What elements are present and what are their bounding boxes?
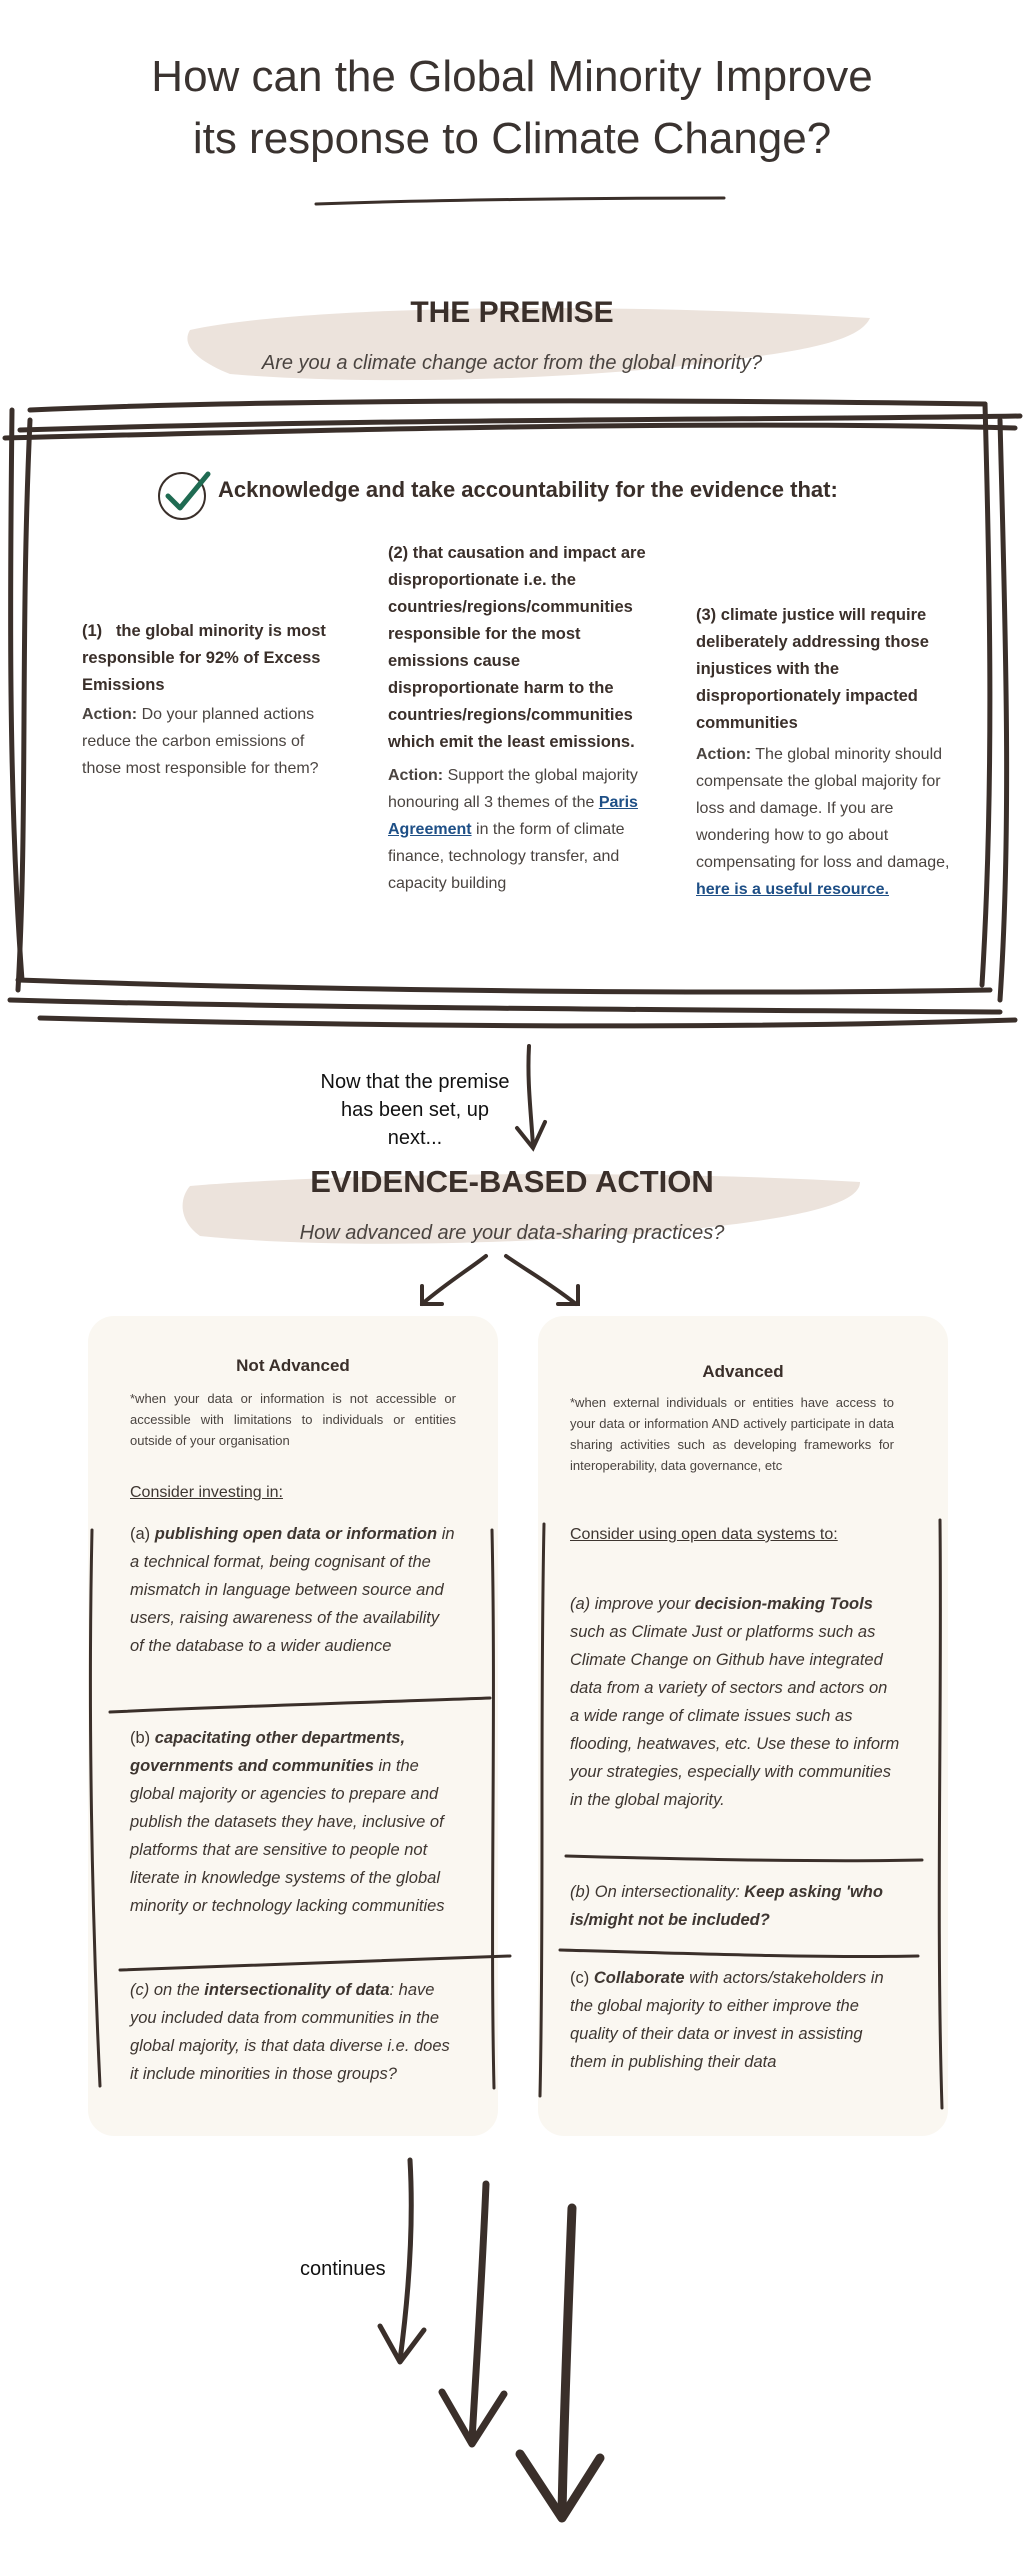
not-advanced-item-b: (b) capacitating other departments, governments and communities in the global majority or agencies to prepare and publish the datasets they have, inclusive of platforms that are sensitive to people not literate in knowledge systems of the global minority or technology lacking communities xyxy=(130,1729,445,1915)
premise-question: Are you a climate change actor from the global minority? xyxy=(261,352,763,374)
advanced-item-a: (a) improve your decision-making Tools such as Climate Just or platforms such as Climate Change on Github have integrated data from a variety of sectors and actors on a wide range of climate issues such as flooding, heatwaves, etc. Use these to inform your strategies, especially with communities in the global majority. xyxy=(570,1595,900,1809)
down-arrow-icon xyxy=(505,1042,565,1154)
accountability-heading: Acknowledge and take accountability for the evidence that: xyxy=(218,477,838,502)
split-arrows-icon xyxy=(408,1250,594,1310)
not-advanced-note: *when your data or information is not accessible or accessible with limitations to individuals or entities outside of your organisation xyxy=(130,1391,456,1448)
evidence-heading: EVIDENCE-BASED ACTION xyxy=(310,1164,714,1199)
premise-column-2: (2) that causation and impact are disproportionate i.e. the countries/regions/communities responsible for the most emissions cause disproportionate harm to the countries/regions/communities which emit the least emissions. Action: Support the global majority honouring all 3 themes of the Paris Agreement in the form of climate finance, technology transfer, and capacity building xyxy=(388,544,646,892)
evidence-question: How advanced are your data-sharing practices? xyxy=(299,1222,725,1244)
transition-text: Now that the premise has been set, up next... xyxy=(320,1071,510,1149)
check-icon xyxy=(156,466,214,524)
not-advanced-item-c: (c) on the intersectionality of data: have you included data from communities in the global majority, is that data diverse i.e. does it include minorities in those groups? xyxy=(130,1981,450,2083)
not-advanced-item-a: (a) publishing open data or information in a technical format, being cognisant of the mismatch in language between source and users, raising awareness of the availability of the database to a wider audience xyxy=(130,1525,455,1655)
advanced-title: Advanced xyxy=(702,1362,784,1381)
continues-label: continues xyxy=(300,2258,386,2280)
advanced-scribbles xyxy=(530,1516,970,2116)
advanced-consider: Consider using open data systems to: xyxy=(570,1526,838,1543)
advanced-item-b: (b) On intersectionality: Keep asking 'who is/might not be included? xyxy=(570,1883,883,1929)
paris-agreement-link[interactable]: Paris Agreement xyxy=(388,794,638,838)
advanced-note: *when external individuals or entities have access to your data or information AND actively participate in data sharing activities such as developing frameworks for interoperability, data governance, etc xyxy=(570,1395,894,1473)
not-advanced-consider: Consider investing in: xyxy=(130,1484,283,1501)
premise-heading: THE PREMISE xyxy=(410,296,614,329)
premise-column-3: (3) climate justice will require deliberately addressing those injustices with the disproportionately impacted communities Action: The global minority should compensate the global majority for loss and damage. If you are wondering how to go about compensating for loss and damage, here is a useful resource. xyxy=(696,606,950,898)
advanced-item-c: (c) Collaborate with actors/stakeholders in the global majority to either improve the quality of their data or invest in assisting them in publishing their data xyxy=(570,1969,884,2071)
loss-damage-resource-link[interactable]: here is a useful resource. xyxy=(696,881,889,898)
page-title: How can the Global Minority Improve its response to Climate Change? xyxy=(151,52,873,163)
not-advanced-scribbles xyxy=(80,1516,520,2096)
title-underline xyxy=(310,192,730,212)
not-advanced-title: Not Advanced xyxy=(236,1356,350,1375)
premise-column-1: (1) the global minority is most responsible for 92% of Excess Emissions Action: Do your planned actions reduce the carbon emissions of those most responsible for them? xyxy=(82,622,326,777)
continue-arrows-icon xyxy=(360,2150,660,2530)
